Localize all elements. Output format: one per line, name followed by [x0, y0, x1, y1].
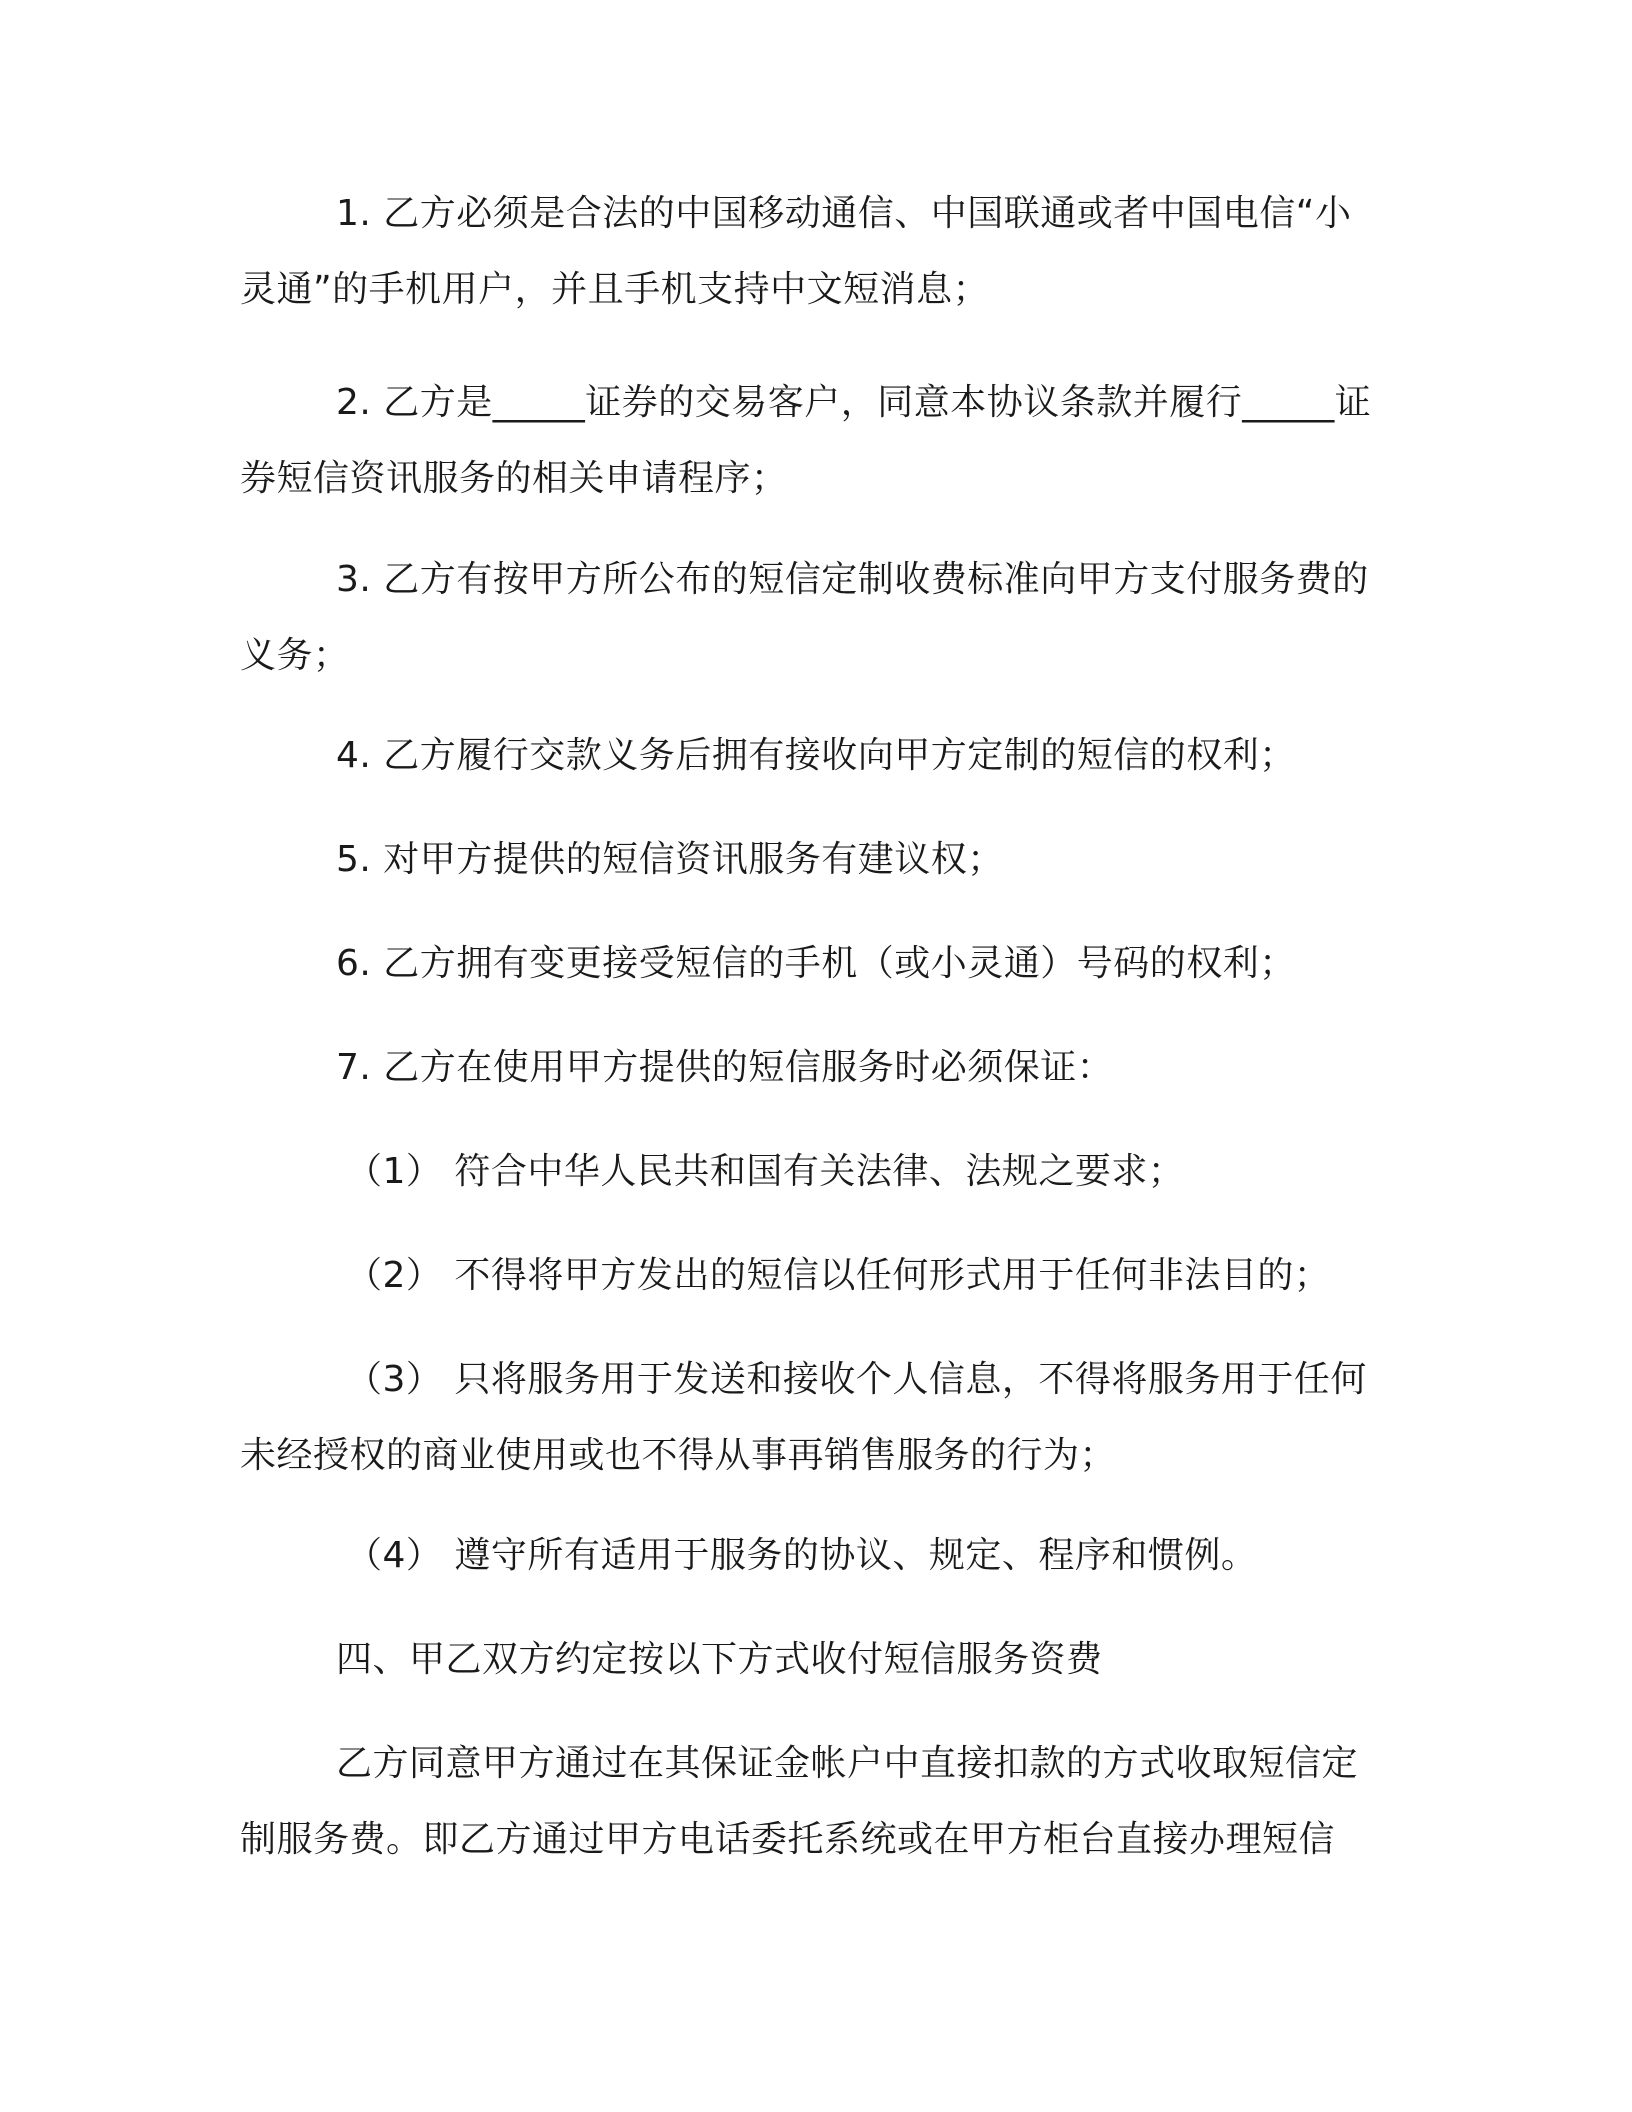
clause-4: 4. 乙方履行交款义务后拥有接收向甲方定制的短信的权利；: [336, 735, 1296, 776]
fee-paragraph: 乙方同意甲方通过在其保证金帐户中直接扣款的方式收取短信定制服务费。即乙方通过甲方电话委托系统或在甲方柜台直接办理短信: [240, 1743, 1359, 1860]
subclause-4: （4） 遵守所有适用于服务的协议、规定、程序和惯例。: [346, 1535, 1258, 1576]
subclause-2: （2） 不得将甲方发出的短信以任何形式用于任何非法目的；: [346, 1255, 1331, 1296]
clause-2: 2. 乙方是_____证券的交易客户，同意本协议条款并履行_____证券短信资讯服务的相关申请程序；: [240, 382, 1372, 499]
subclause-3: （3） 只将服务用于发送和接收个人信息，不得将服务用于任何未经授权的商业使用或也不得从事再销售服务的行为；: [240, 1359, 1367, 1476]
clause-7: 7. 乙方在使用甲方提供的短信服务时必须保证：: [336, 1047, 1114, 1088]
clause-3: 3. 乙方有按甲方所公布的短信定制收费标准向甲方支付服务费的义务；: [240, 559, 1369, 676]
subclause-1: （1） 符合中华人民共和国有关法律、法规之要求；: [346, 1151, 1185, 1192]
clause-1: 1. 乙方必须是合法的中国移动通信、中国联通或者中国电信“小灵通”的手机用户，并且手机支持中文短消息；: [240, 193, 1352, 310]
clause-6: 6. 乙方拥有变更接受短信的手机（或小灵通）号码的权利；: [336, 943, 1296, 984]
clause-5: 5. 对甲方提供的短信资讯服务有建议权；: [336, 839, 1004, 880]
section-heading-4: 四、甲乙双方约定按以下方式收付短信服务资费: [336, 1639, 1103, 1680]
